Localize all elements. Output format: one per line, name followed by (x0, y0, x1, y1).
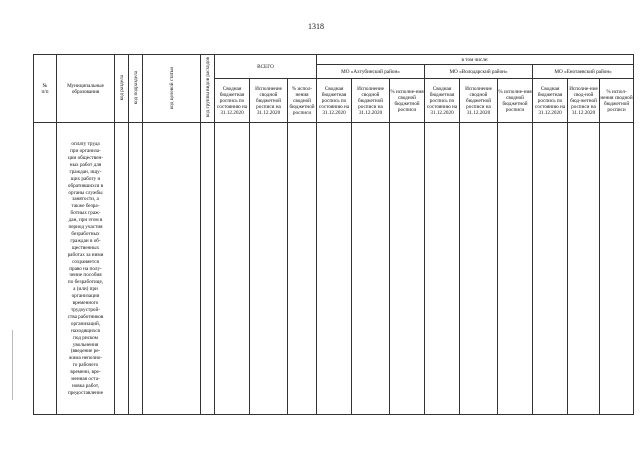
sub-volodar-2 (460, 79, 498, 123)
municipality-text-line: оплату труда (71, 141, 100, 148)
sub-vsego-2-label: Исполнение сводной бюджетной росписи на 31.12.2020 (255, 85, 282, 116)
municipality-text-line: щественных (71, 244, 100, 251)
header-group-ahtuba (317, 65, 425, 79)
sub-ahtuba-2-label: Исполнение сводной бюджетной росписи на 31.12.2020 (357, 85, 384, 116)
municipality-text-line: чение пособия (69, 272, 102, 279)
sub-ahtuba-2 (352, 79, 390, 123)
cell-volodar-1 (425, 123, 460, 415)
header-vsego (215, 55, 317, 79)
municipality-text-line: органы службы (68, 189, 103, 196)
municipality-text-line: занятости, а (72, 196, 99, 203)
sub-enot-3 (600, 79, 634, 123)
municipality-text-line: при организа- (70, 148, 101, 155)
sub-ahtuba-1 (317, 79, 352, 123)
cell-num (34, 123, 57, 415)
municipality-text-line: временного (72, 300, 99, 307)
header-razdel (115, 55, 129, 123)
header-v-tom-chisle-label: в том числе: (461, 56, 489, 63)
header-vsego-label: ВСЕГО (257, 63, 274, 70)
municipality-text-line: дан, при этом в (68, 217, 103, 224)
cell-vsego-1 (215, 123, 250, 415)
municipality-text-line: находящихся (71, 327, 100, 334)
cell-enot-1 (533, 123, 568, 415)
municipality-text-line: по безработице, (67, 279, 104, 286)
municipality-text-line: щих работу и (70, 175, 101, 182)
municipality-text-line: трудоустрой- (70, 306, 101, 313)
cell-podrazdel (129, 123, 143, 415)
municipality-text-line: жима неполно- (68, 355, 103, 362)
cell-enot-3 (600, 123, 634, 415)
sub-volodar-1-label: Сводная бюджетная роспись по состоянию на 31.12.2020 (426, 85, 458, 116)
municipality-text-line: ных работ для (69, 161, 102, 168)
sub-vsego-3-label: % испол-нения сводной бюджетной росписи (289, 85, 315, 116)
municipality-text-line: обратившихся в (67, 182, 104, 189)
sub-enot-2 (568, 79, 600, 123)
header-group-volodar-label: МО «Володарский район» (449, 68, 508, 75)
municipality-text-line: под риском (73, 334, 98, 341)
sub-vsego-2 (250, 79, 288, 123)
cell-municipality (57, 123, 115, 415)
header-vid-label: код группы видов расходов (204, 57, 211, 118)
sub-ahtuba-3-label: % исполне-ния сводной бюджетной росписи (390, 88, 424, 113)
header-num (34, 55, 57, 123)
municipality-text-line: (введение ре- (70, 348, 101, 355)
scan-edge-line (12, 330, 13, 400)
cell-vsego-2 (250, 123, 288, 415)
cell-ahtuba-2 (352, 123, 390, 415)
sub-enot-1-label: Сводная бюджетная роспись по состоянию на 31.12.2020 (534, 85, 566, 116)
municipality-text-line: ства работников (67, 313, 104, 320)
municipality-text-line: граждан, ищу- (69, 168, 102, 175)
municipality-text-line: а (или) при (73, 286, 98, 293)
header-celevaya-label: код целевой статьи (168, 66, 175, 109)
municipality-text-line: также безра- (71, 203, 100, 210)
header-v-tom-chisle (317, 55, 634, 65)
sub-vsego-3 (288, 79, 317, 123)
municipality-text-line: организации (71, 293, 100, 300)
sub-enot-3-label: % испол-нения сводной бюджетной росписи (600, 88, 633, 113)
header-group-volodar (425, 65, 533, 79)
municipality-text-line: времени, вре- (70, 369, 101, 376)
header-vid (201, 55, 215, 123)
header-municipality-label: Муниципальные образования (67, 82, 104, 95)
sub-vsego-1 (215, 79, 250, 123)
header-municipality (57, 55, 115, 123)
header-podrazdel (129, 55, 143, 123)
municipality-text-line: граждан в об- (70, 237, 101, 244)
sub-ahtuba-3 (390, 79, 425, 123)
sub-volodar-3-label: % исполне-ния сводной бюджетной росписи (498, 88, 532, 113)
municipality-text (57, 140, 114, 397)
municipality-text-line: период участия (68, 224, 103, 231)
sub-volodar-2-label: Исполнение сводной бюджетной росписи на 31.12.2020 (465, 85, 492, 116)
municipality-text-line: безработных (71, 231, 100, 238)
municipality-text-line: увольнения (72, 341, 99, 348)
table-row (34, 123, 634, 415)
municipality-text-line: предоставление (67, 389, 104, 396)
municipality-text-line: ботных граж- (70, 210, 101, 217)
municipality-text-line: организаций, (70, 320, 101, 327)
header-razdel-label: код раздела (118, 74, 125, 101)
cell-enot-2 (568, 123, 600, 415)
budget-table (33, 54, 634, 415)
municipality-text-line: менная оста- (71, 376, 100, 383)
sub-volodar-1 (425, 79, 460, 123)
municipality-text-line: го рабочего (72, 362, 99, 369)
cell-volodar-2 (460, 123, 498, 415)
header-group-enot-label: МО «Енотаевский район» (554, 68, 612, 75)
cell-vid (201, 123, 215, 415)
header-num-label: № п/п (41, 82, 49, 95)
budget-table-sheet (33, 54, 633, 414)
header-celevaya (143, 55, 201, 123)
cell-ahtuba-1 (317, 123, 352, 415)
cell-volodar-3 (498, 123, 533, 415)
municipality-text-line: сохраняется (72, 258, 99, 265)
header-podrazdel-label: код подраздела (132, 70, 139, 105)
municipality-text-line: новка работ, (71, 382, 100, 389)
municipality-text-line: работах за ними (67, 251, 104, 258)
cell-razdel (115, 123, 129, 415)
cell-vsego-3 (288, 123, 317, 415)
sub-ahtuba-1-label: Сводная бюджетная роспись по состоянию на 31.12.2020 (318, 85, 350, 116)
municipality-text-line: ции обществен- (67, 155, 104, 162)
header-group-ahtuba-label: МО «Ахтубинский район» (341, 68, 400, 75)
cell-celevaya (143, 123, 201, 415)
header-group-enot (533, 65, 634, 79)
sub-vsego-1-label: Сводная бюджетная роспись по состоянию на 31.12.2020 (216, 85, 248, 116)
page-number: 1318 (308, 22, 324, 31)
municipality-text-line: право на полу- (69, 265, 102, 272)
sub-enot-1 (533, 79, 568, 123)
sub-volodar-3 (498, 79, 533, 123)
cell-ahtuba-3 (390, 123, 425, 415)
sub-enot-2-label: Исполне-ние свод-ной бюд-жетной росписи на 31.12.2020 (569, 85, 598, 116)
